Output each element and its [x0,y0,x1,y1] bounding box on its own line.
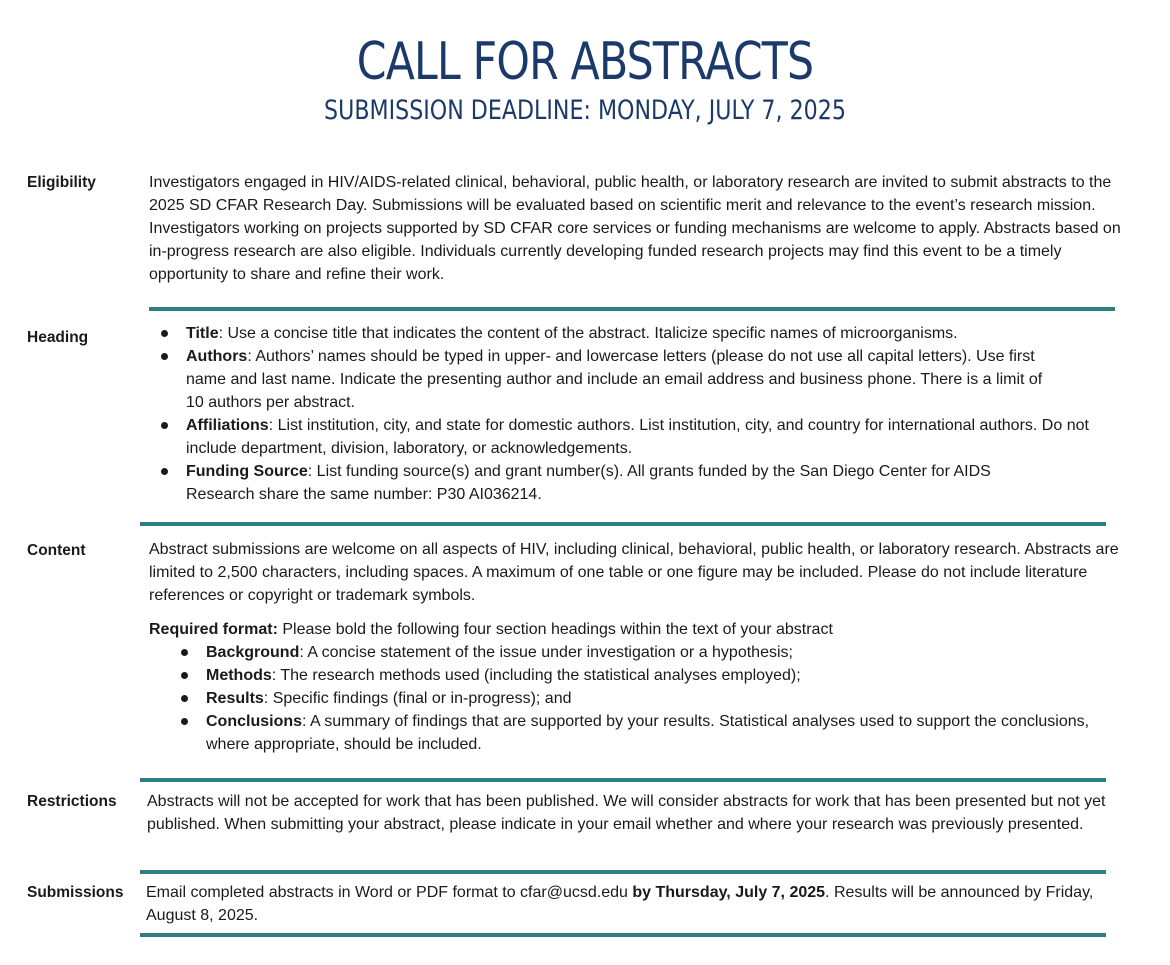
list-item-term: Title [186,325,219,342]
list-item-term: Authors [186,348,248,365]
restrictions-text: Abstracts will not be accepted for work that has been published. We will consider abstracts for work that has been presented but not yet published. When submitting your abstract, please indicate in your email whether and where your research was previously presented. [147,793,1106,833]
list-item [148,345,1103,414]
content-label: Content [27,542,86,559]
submission-deadline-subtitle: SUBMISSION DEADLINE: MONDAY, JULY 7, 2025 [324,95,846,126]
page-title: CALL FOR ABSTRACTS [356,32,814,92]
submissions-label: Submissions [27,884,124,901]
section-divider [140,870,1106,874]
list-item [148,322,1103,345]
list-item-term: Funding Source [186,463,308,480]
list-item-term: Results [206,690,264,707]
list-item-text: : Authors’ names should be typed in upper- and lowercase letters (please do not use all capital letters). Use first name and last name. Indicate the presenting author and include an email address and business phone. There is a limit of 10 authors per abstract. [186,348,1043,411]
required-format-line [149,618,1109,641]
section-divider [149,307,1115,311]
list-item [168,710,1113,756]
restrictions-label: Restrictions [27,793,117,810]
list-item-text: : List institution, city, and state for domestic authors. List institution, city, and country for international authors. Do not include department, division, laboratory, or acknowledgements. [186,417,1089,457]
heading-list [148,322,1103,506]
list-item-text: : A summary of findings that are supported by your results. Statistical analyses used to support the conclusions, where appropriate, should be included. [206,713,1090,753]
required-format-label: Required format: [149,621,278,638]
list-item-text: : Specific findings (final or in-progress); and [263,690,572,707]
heading-label: Heading [27,329,89,346]
list-item-text: : List funding source(s) and grant number(s). All grants funded by the San Diego Center for AIDS Research share the same number: P30 AI036214. [186,463,991,503]
list-item-text: : Use a concise title that indicates the content of the abstract. Italicize specific names of microorganisms. [218,325,958,342]
eligibility-label: Eligibility [27,174,96,191]
section-divider [140,933,1106,937]
list-item [168,664,1113,687]
list-item-term: Methods [206,667,272,684]
submissions-deadline: by Thursday, July 7, 2025 [632,884,826,901]
list-item [148,460,1103,506]
section-divider [140,522,1106,526]
section-divider [140,778,1106,782]
submissions-text [146,881,1111,927]
required-format-list [168,641,1113,756]
list-item-text: : The research methods used (including the statistical analyses employed); [271,667,801,684]
list-item [168,641,1113,664]
list-item [148,414,1103,460]
submissions-text-after: . Results will be announced by Friday, August 8, 2025. [146,884,1094,924]
list-item-text: : A concise statement of the issue under investigation or a hypothesis; [299,644,793,661]
eligibility-text: Investigators engaged in HIV/AIDS-related clinical, behavioral, public health, or laboratory research are invited to submit abstracts to the 2025 SD CFAR Research Day. Submissions will be evaluated based on scientific merit and relevance to the event’s research mission. Investigators working on projects supported by SD CFAR core services or funding mechanisms are welcome to apply. Abstracts based on in-progress research are also eligible. Individuals currently developing funded research projects may find this event to be a timely opportunity to share and refine their work. [149,174,1121,283]
content-text: Abstract submissions are welcome on all aspects of HIV, including clinical, behavioral, public health, or laboratory research. Abstracts are limited to 2,500 characters, including spaces. A maximum of one table or one figure may be included. Please do not include literature references or copyright or trademark symbols. [149,541,1119,604]
submissions-text-before: Email completed abstracts in Word or PDF format to cfar@ucsd.edu [146,884,633,901]
list-item-term: Conclusions [206,713,303,730]
required-format-text: Please bold the following four section headings within the text of your abstract [277,621,833,638]
list-item [168,687,1113,710]
list-item-term: Background [206,644,300,661]
list-item-term: Affiliations [186,417,269,434]
